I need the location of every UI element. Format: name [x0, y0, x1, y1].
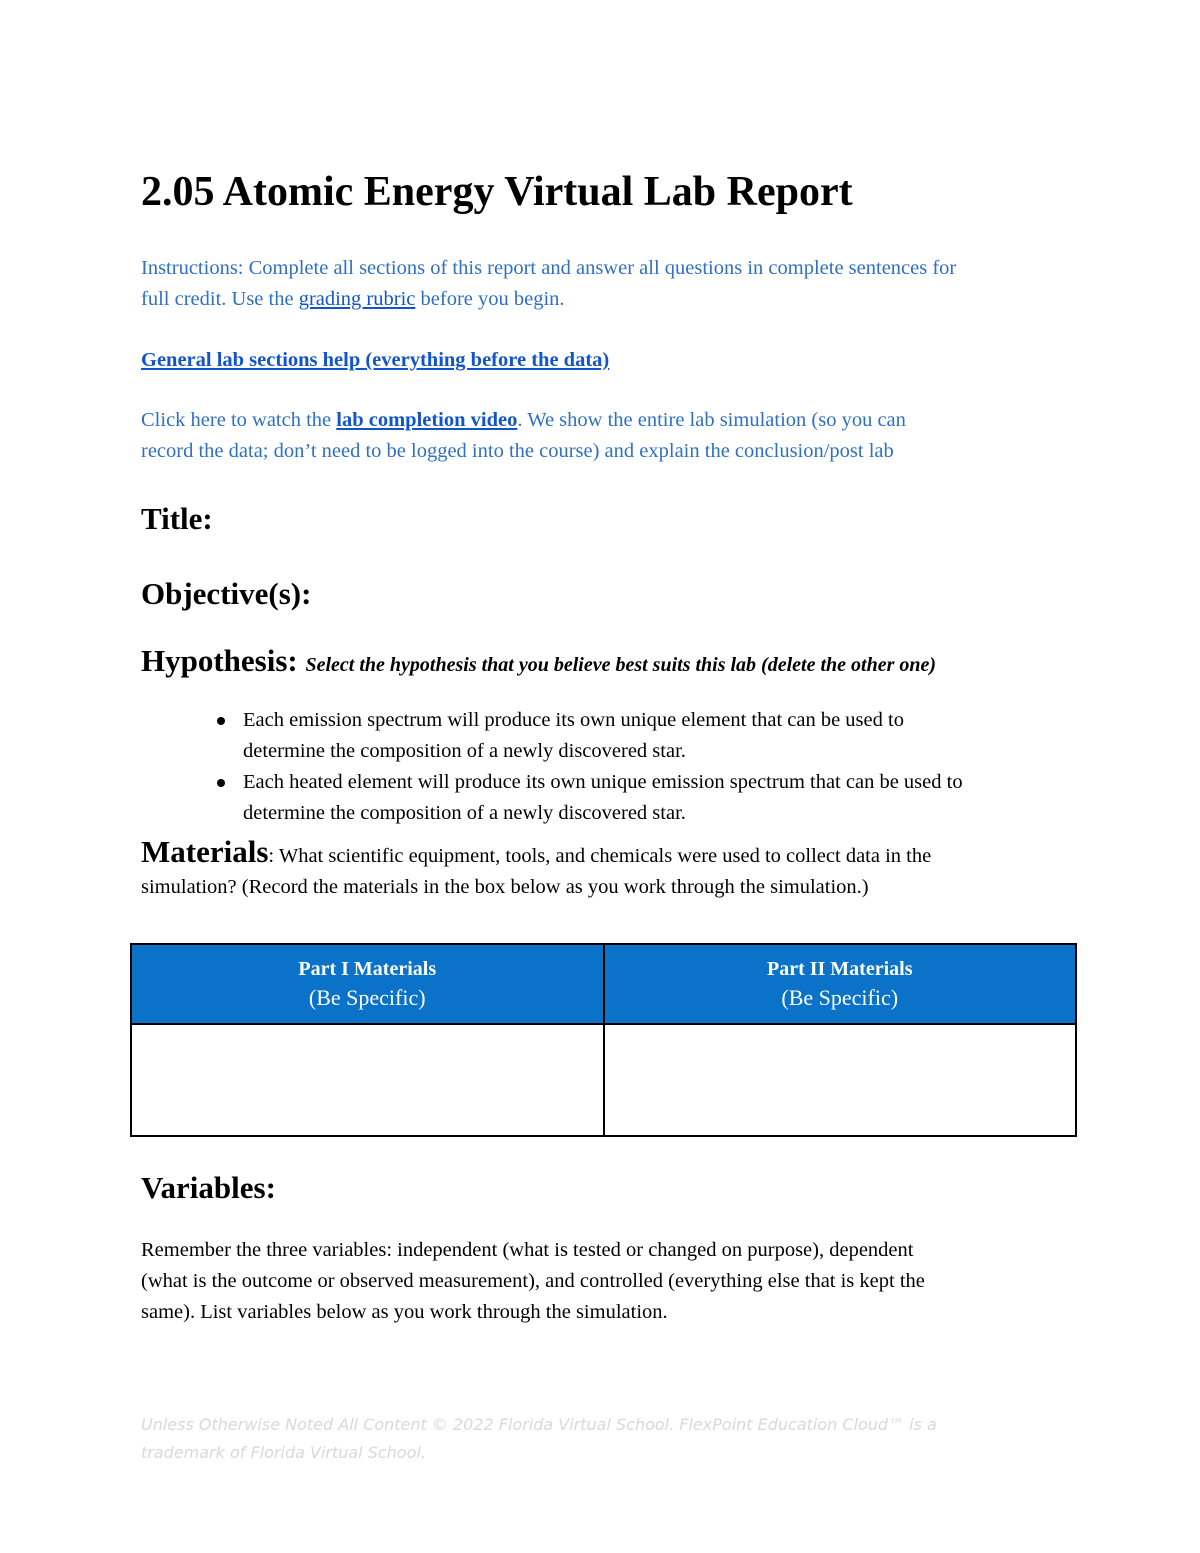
materials-table: [130, 943, 1077, 1137]
lab-completion-video-link[interactable]: lab completion video: [336, 409, 518, 431]
video-line-1: [141, 405, 1101, 436]
materials-heading: Materials: [141, 834, 269, 869]
instructions-text: full credit. Use the: [141, 288, 299, 310]
variables-line-2: (what is the outcome or observed measurement), and controlled (everything else that is kept the: [141, 1270, 925, 1292]
footer-line-1: Unless Otherwise Noted All Content © 2022 Florida Virtual School. FlexPoint Education Cloud™ is a: [141, 1415, 937, 1434]
objective-heading: Objective(s):: [141, 576, 312, 611]
bullet-icon: [217, 779, 225, 787]
variables-line-3: same). List variables below as you work through the simulation.: [141, 1301, 668, 1323]
hypothesis-1-line-1: Each emission spectrum will produce its own unique element that can be used to: [243, 709, 904, 731]
instructions-line-2: [141, 284, 1101, 315]
part-1-title: Part I Materials: [298, 958, 437, 980]
instructions-text-end: before you begin.: [415, 288, 565, 310]
table-row: [131, 1024, 1076, 1136]
list-item: [243, 767, 1123, 829]
materials-text: : What scientific equipment, tools, and chemicals were used to collect data in the: [268, 845, 932, 867]
video-text: Click here to watch the: [141, 409, 337, 431]
part-1-subtitle: (Be Specific): [308, 985, 426, 1010]
video-paragraph: [141, 405, 1101, 467]
part-2-materials-cell[interactable]: [604, 1024, 1077, 1136]
page-title: 2.05 Atomic Energy Virtual Lab Report: [141, 169, 853, 215]
materials-paragraph: [141, 836, 1071, 903]
table-header-row: [131, 944, 1076, 1024]
hypothesis-list: [243, 705, 1123, 829]
hypothesis-heading: Hypothesis:: [141, 643, 298, 678]
bullet-icon: [217, 717, 225, 725]
instructions: [141, 253, 1101, 315]
part-1-materials-cell[interactable]: [131, 1024, 604, 1136]
hypothesis-1-line-2: determine the composition of a newly discovered star.: [243, 740, 686, 762]
part-1-materials-header: [131, 944, 604, 1024]
general-lab-help-link[interactable]: General lab sections help (everything before the data): [141, 349, 610, 371]
part-2-materials-header: [604, 944, 1077, 1024]
part-2-subtitle: (Be Specific): [781, 985, 899, 1010]
materials-line-1: [141, 836, 1071, 872]
video-line-2: record the data; don’t need to be logged into the course) and explain the conclusion/post lab: [141, 440, 894, 462]
list-item: [243, 705, 1123, 767]
hypothesis-heading-row: [141, 641, 936, 685]
hypothesis-2-line-2: determine the composition of a newly discovered star.: [243, 802, 686, 824]
part-2-title: Part II Materials: [766, 958, 913, 980]
materials-line-2: simulation? (Record the materials in the box below as you work through the simulation.): [141, 876, 869, 898]
hypothesis-note: Select the hypothesis that you believe best suits this lab (delete the other one): [305, 654, 937, 676]
variables-heading: Variables:: [141, 1170, 276, 1205]
grading-rubric-link[interactable]: grading rubric: [298, 288, 416, 310]
title-heading: Title:: [141, 501, 213, 536]
footer-line-2: trademark of Florida Virtual School.: [141, 1443, 426, 1462]
copyright-footer: [141, 1411, 1041, 1467]
video-text-end: . We show the entire lab simulation (so you can: [517, 409, 906, 431]
instructions-line-1: Instructions: Complete all sections of this report and answer all questions in complete sentences for: [141, 257, 957, 279]
variables-paragraph: [141, 1235, 1071, 1328]
help-link-row: [141, 345, 609, 376]
hypothesis-2-line-1: Each heated element will produce its own unique emission spectrum that can be used to: [243, 771, 963, 793]
variables-line-1: Remember the three variables: independent (what is tested or changed on purpose), dependent: [141, 1239, 914, 1261]
